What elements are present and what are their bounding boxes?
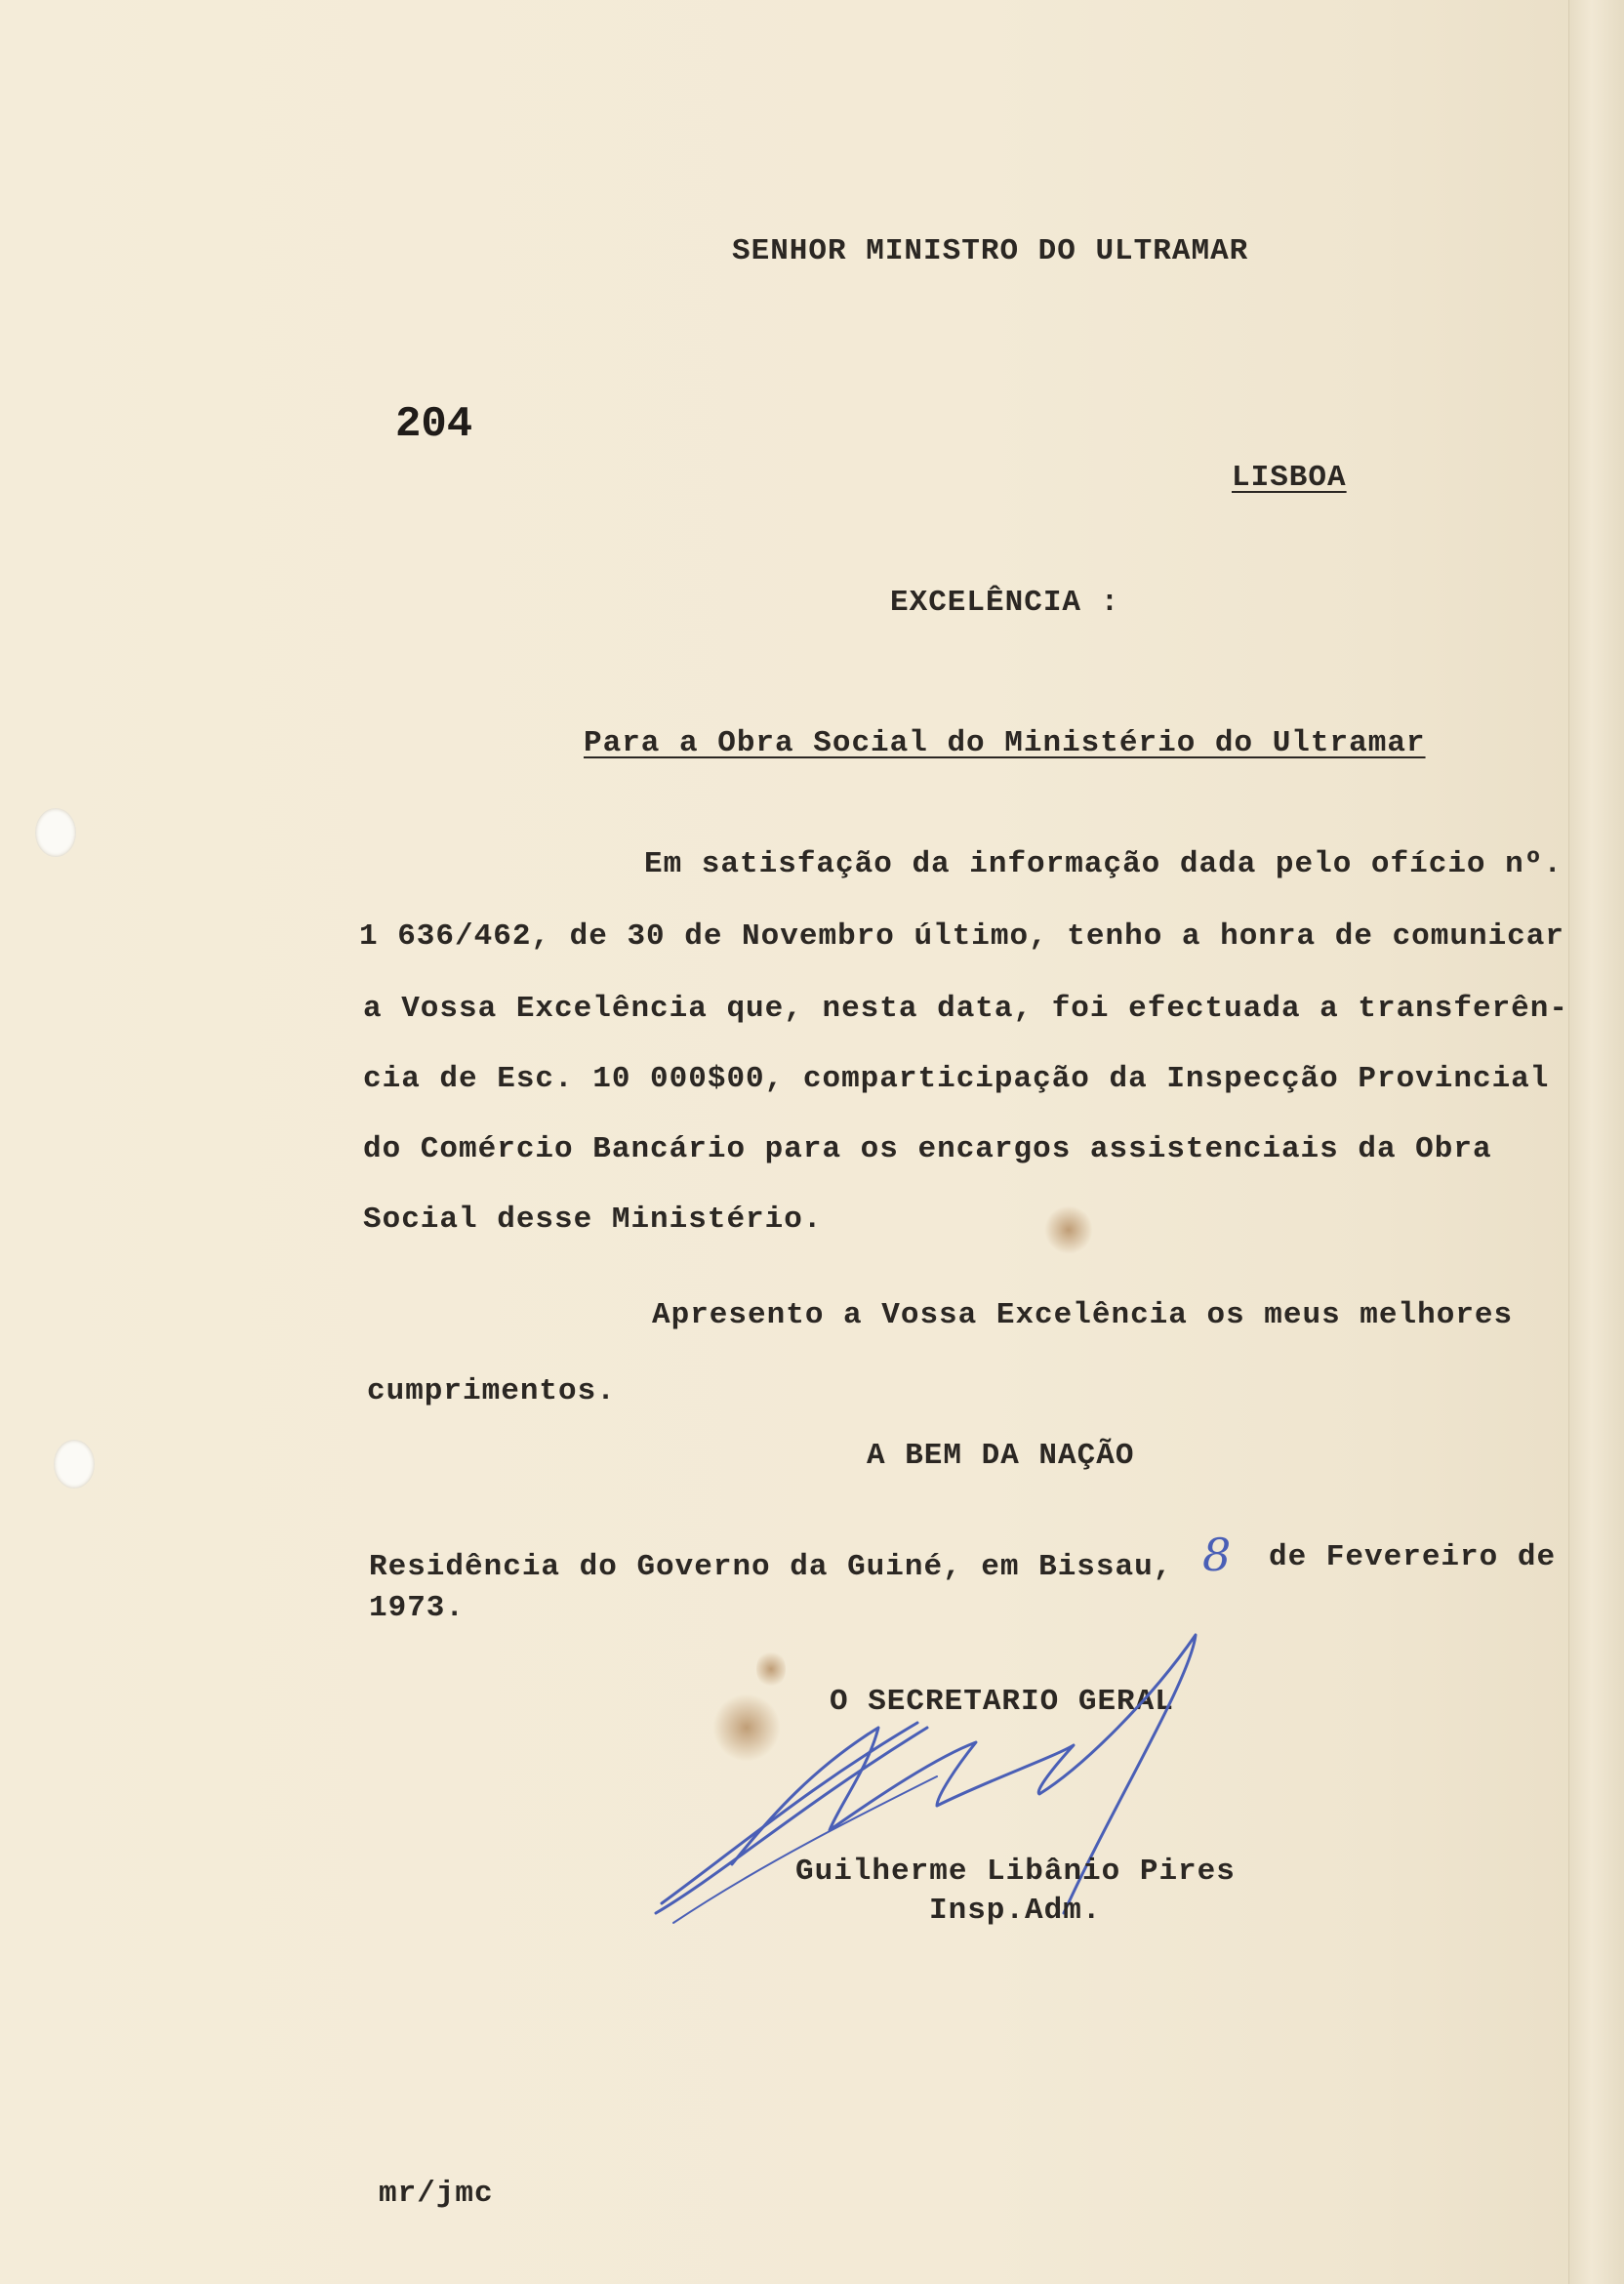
body-line-6: Social desse Ministério.	[363, 1203, 823, 1237]
handwritten-day: 8	[1202, 1529, 1232, 1581]
city-line: LISBOA	[1232, 461, 1347, 495]
signatory-role: Insp.Adm.	[929, 1894, 1102, 1928]
closing-line-1: Apresento a Vossa Excelência os meus melhores	[652, 1298, 1514, 1332]
page-edge	[1568, 0, 1624, 2284]
body-line-1: Em satisfação da informação dada pelo ofício nº.	[644, 847, 1563, 881]
recipient-heading: SENHOR MINISTRO DO ULTRAMAR	[732, 234, 1249, 268]
body-line-5: do Comércio Bancário para os encargos assistenciais da Obra	[363, 1132, 1492, 1166]
punch-hole-top	[35, 808, 76, 857]
place-date-prefix: Residência do Governo da Guiné, em Bissau,	[369, 1550, 1173, 1584]
motto: A BEM DA NAÇÃO	[867, 1439, 1135, 1473]
closing-line-2: cumprimentos.	[367, 1374, 616, 1408]
reference-number: 204	[395, 400, 473, 449]
body-line-2: 1 636/462, de 30 de Novembro último, tenho a honra de comunicar	[359, 919, 1564, 954]
year-line: 1973.	[369, 1591, 466, 1625]
ink-stain	[1044, 1205, 1093, 1254]
place-date-suffix: de Fevereiro de	[1269, 1540, 1557, 1574]
signatory-title: O SECRETARIO GERAL	[830, 1685, 1174, 1719]
salutation: EXCELÊNCIA :	[890, 586, 1120, 620]
body-line-3: a Vossa Excelência que, nesta data, foi efectuada a transferên-	[363, 992, 1568, 1026]
typist-initials: mr/jmc	[379, 2177, 494, 2211]
subject-line: Para a Obra Social do Ministério do Ultramar	[584, 726, 1426, 760]
punch-hole-bottom	[54, 1440, 95, 1489]
signatory-name: Guilherme Libânio Pires	[795, 1855, 1236, 1889]
body-line-4: cia de Esc. 10 000$00, comparticipação da Inspecção Provincial	[363, 1062, 1550, 1096]
